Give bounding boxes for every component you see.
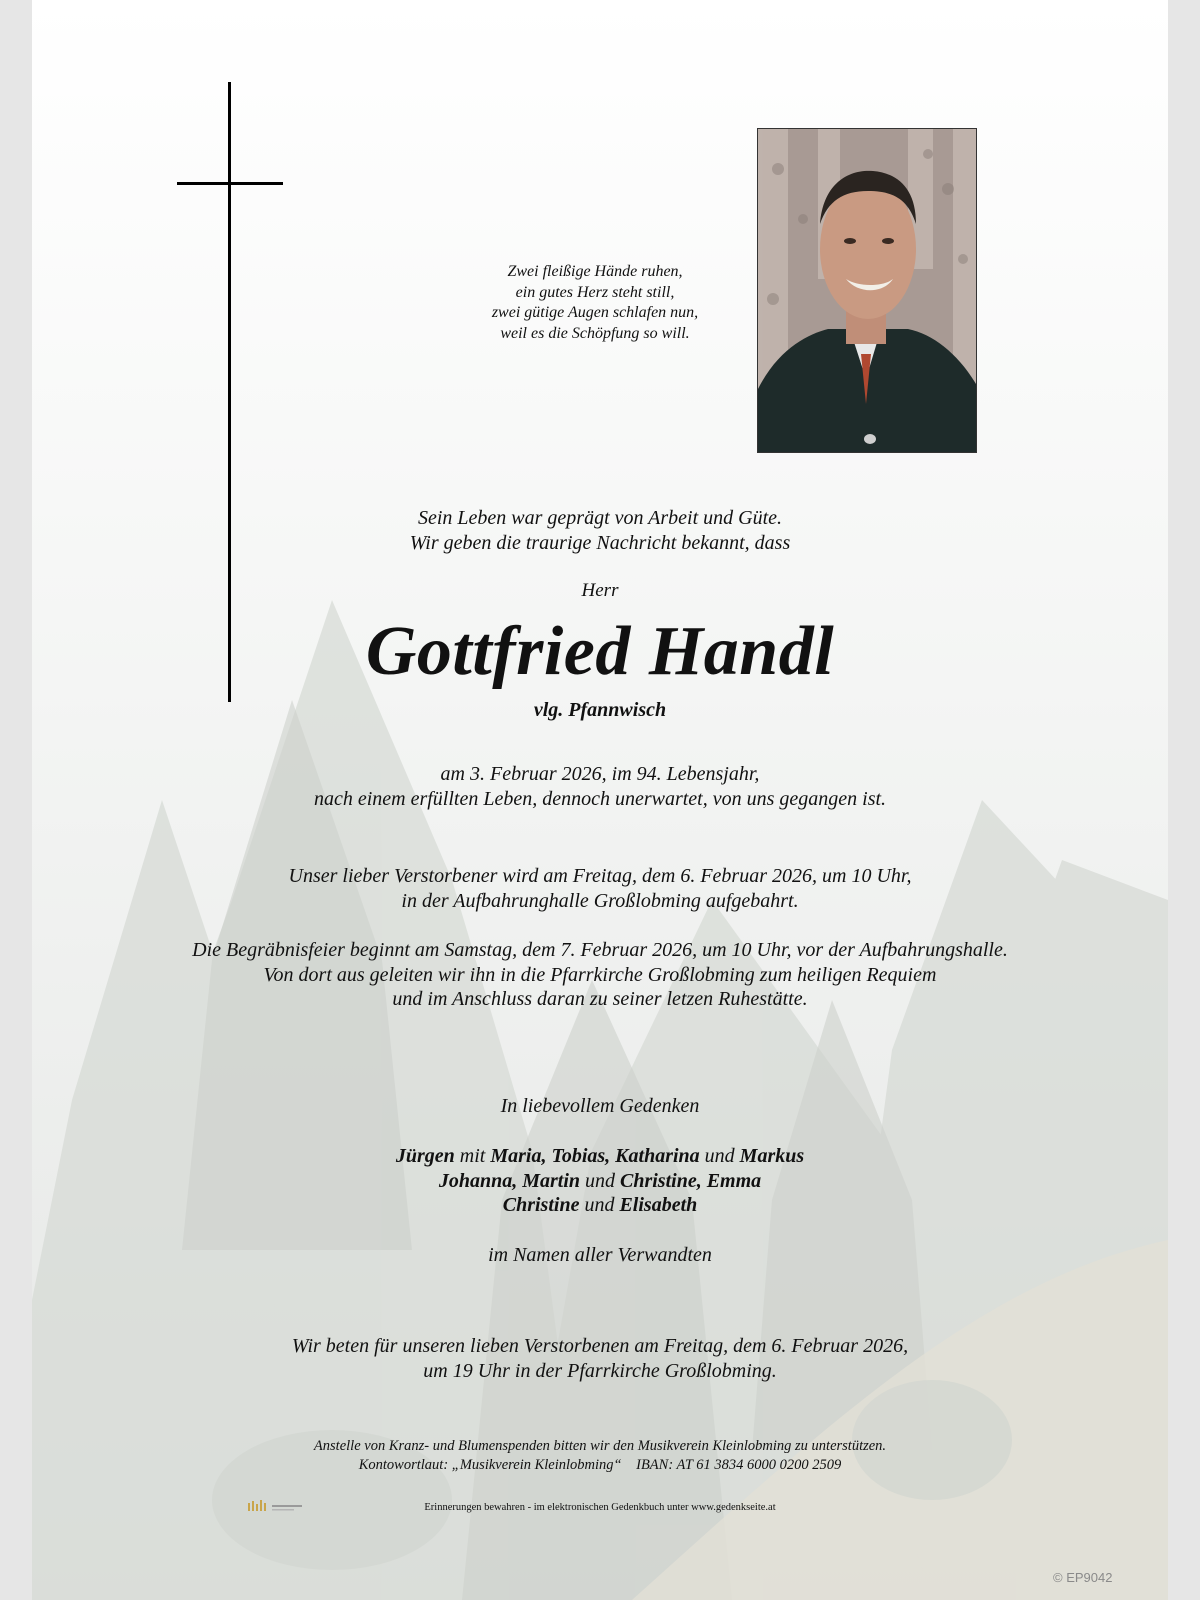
lying-in-state-line: in der Aufbahrunghalle Großlobming aufgebahrt.	[401, 889, 799, 912]
memory-text: In liebevollem Gedenken	[500, 1095, 700, 1117]
poem-line: ein gutes Herz steht still,	[515, 283, 675, 301]
funeral-notice	[32, 938, 1168, 1012]
obituary-page	[32, 0, 1168, 1600]
mourners-line	[32, 1193, 1168, 1218]
donation-line: Anstelle von Kranz- und Blumenspenden bitten wir den Musikverein Kleinlobming zu unterstützen.	[313, 1438, 887, 1454]
donation-notice	[32, 1437, 1168, 1474]
mourner-name: Jürgen	[395, 1145, 455, 1167]
document-code: © EP9042	[1053, 1570, 1113, 1585]
funeral-line: und im Anschluss daran zu seiner letzen Ruhestätte.	[392, 988, 808, 1010]
salutation: Herr	[581, 580, 619, 601]
mourner-name: Christine	[502, 1194, 580, 1216]
intro-line: Sein Leben war geprägt von Arbeit und Güte.	[417, 507, 783, 529]
poem-line: zwei gütige Augen schlafen nun,	[491, 304, 699, 321]
connector-word: und	[580, 1169, 620, 1192]
donation-line: Kontowortlaut: „Musikverein Kleinlobming“ IBAN: AT 61 3834 6000 0200 2509	[358, 1456, 842, 1473]
mourners-line	[32, 1144, 1168, 1169]
prayer-line: Wir beten für unseren lieben Verstorbenen am Freitag, dem 6. Februar 2026,	[291, 1335, 909, 1357]
deceased-alias: vlg. Pfannwisch	[533, 699, 667, 721]
mourners-list	[32, 1144, 1168, 1218]
funeral-line: Die Begräbnisfeier beginnt am Samstag, dem 7. Februar 2026, um 10 Uhr, vor der Aufbahrungshalle.	[192, 939, 1008, 961]
prayer-notice	[32, 1334, 1168, 1383]
relatives-text: im Namen aller Verwandten	[488, 1244, 712, 1266]
connector-word: und	[699, 1145, 740, 1167]
poem-line: Zwei fleißige Hände ruhen,	[507, 263, 683, 280]
connector-word: mit	[454, 1145, 491, 1167]
memorial-poem	[382, 262, 808, 344]
poem-line: weil es die Schöpfung so will.	[500, 324, 690, 342]
death-line: nach einem erfüllten Leben, dennoch unerwartet, von uns gegangen ist.	[313, 787, 887, 810]
lying-in-state-notice	[32, 864, 1168, 913]
footer-text: Erinnerungen bewahren - im elektronischen Gedenkbuch unter www.gedenkseite.at	[424, 1502, 776, 1513]
intro-line: Wir geben die traurige Nachricht bekannt, dass	[409, 531, 791, 554]
deceased-name: Gottfried Handl	[365, 613, 835, 690]
death-line: am 3. Februar 2026, im 94. Lebensjahr,	[440, 763, 760, 785]
mourners-line	[32, 1169, 1168, 1194]
mourner-name: Markus	[739, 1145, 805, 1167]
death-notice	[32, 762, 1168, 811]
mourner-name: Johanna, Martin	[438, 1169, 580, 1192]
mourner-name: Christine, Emma	[620, 1169, 762, 1192]
mourner-name: Elisabeth	[619, 1194, 698, 1216]
intro-text	[32, 506, 1168, 555]
mourner-name: Maria, Tobias, Katharina	[490, 1145, 700, 1167]
prayer-line: um 19 Uhr in der Pfarrkirche Großlobming.	[423, 1359, 777, 1382]
connector-word: und	[579, 1194, 620, 1216]
funeral-line: Von dort aus geleiten wir ihn in die Pfarrkirche Großlobming zum heiligen Requiem	[263, 963, 937, 986]
lying-in-state-line: Unser lieber Verstorbener wird am Freitag, dem 6. Februar 2026, um 10 Uhr,	[288, 865, 912, 887]
